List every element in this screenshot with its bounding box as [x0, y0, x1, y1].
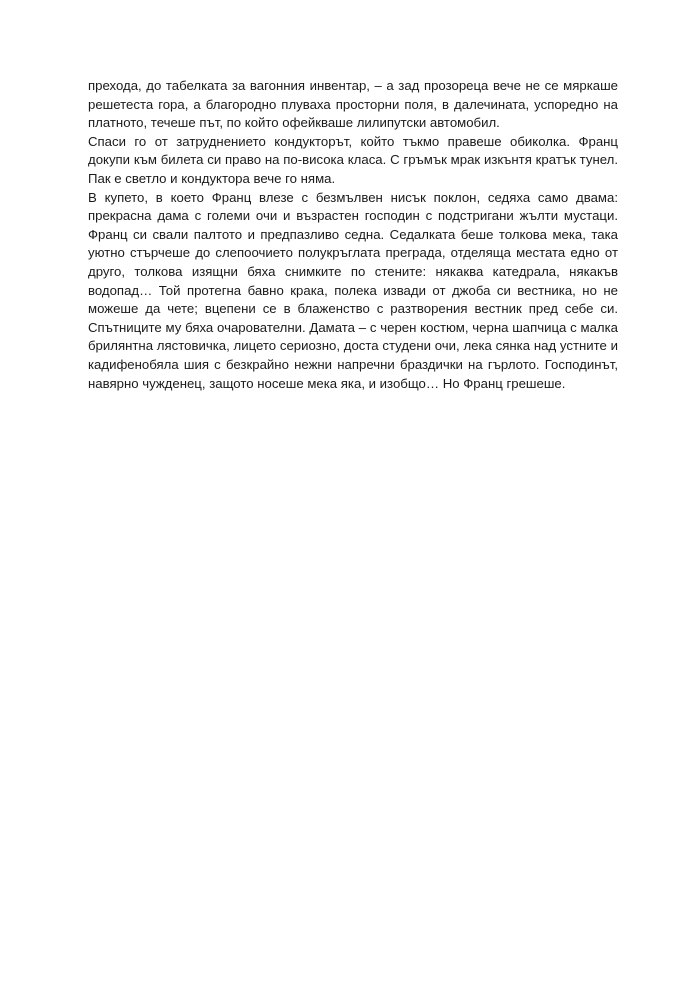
body-text — [88, 77, 618, 393]
paragraph-1: прехода, до табелката за вагонния инвентар, – а зад прозореца вече не се мяркаше решетеста гора, а благородно плуваха просторни поля, в далечината, успоредно на платното, течеше път, по който офейкваше лилипутски автомобил. — [88, 78, 618, 131]
paragraph-3: В купето, в което Франц влезе с безмълвен нисък поклон, седяха само двама: прекрасна дама с големи очи и възрастен господин с подстригани жълти мустаци. Франц си свали палтото и предпазливо седна. Седалката беше толкова мека, така уютно стърчеше до слепоочието полукръглата преграда, отделяща местата едно от друго, толкова изящни бяха снимките по стените: някаква катедрала, някакъв водопад… Той протегна бавно крака, полека извади от джоба си вестника, но не можеше да чете; вцепени се в блаженство с разтворения вестник пред себе си. Спътниците му бяха очарователни. Дамата – с черен костюм, черна шапчица с малка брилянтна лястовичка, лицето сериозно, доста студени очи, лека сянка над устните и кадифенобяла шия с безкрайно нежни напречни браздички на гърлото. Господинът, навярно чужденец, защото носеше мека яка, и изобщо… Но Франц грешеше. — [88, 189, 618, 391]
paragraph-2: Спаси го от затруднението кондукторът, който тъкмо правеше обиколка. Франц докупи към билета си право на по-висока класа. С гръмък мрак изкънтя кратък тунел. Пак е светло и кондуктора вече го няма. — [88, 133, 618, 186]
